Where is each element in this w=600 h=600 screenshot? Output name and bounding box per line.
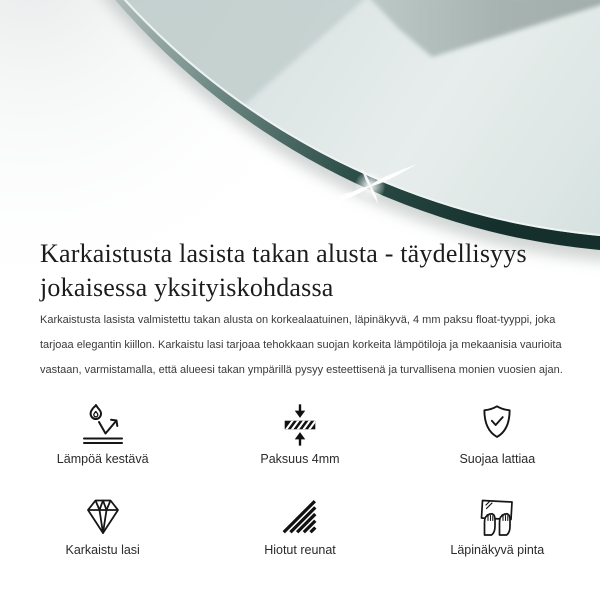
feature-item: [4, 493, 201, 558]
transparent-surface-icon: [474, 493, 520, 539]
feature-label: Hiotut reunat: [264, 543, 336, 557]
feature-label: Karkaistu lasi: [65, 543, 140, 557]
shield-check-icon: [475, 402, 519, 448]
thickness-4mm-icon: [278, 402, 322, 448]
page-title: Karkaistusta lasista takan alusta - täydellisyys jokaisessa yksityiskohdassa: [40, 239, 527, 302]
feature-item: [399, 402, 596, 467]
feature-label: Suojaa lattiaa: [459, 452, 536, 466]
feature-item: [201, 402, 398, 467]
polished-edges-icon: [278, 493, 322, 539]
features-grid: [4, 402, 596, 558]
tempered-glass-diamond-icon: [80, 493, 126, 539]
feature-label: Läpinäkyvä pinta: [450, 543, 545, 557]
feature-label: Paksuus 4mm: [260, 452, 340, 466]
feature-item: [201, 493, 398, 558]
intro-paragraph: Karkaistusta lasista valmistettu takan alusta on korkealaatuinen, läpinäkyvä, 4 mm paksu float-tyyppi, joka tarjoaa elegantin kiillon. Karkaistu lasi tarjoaa tehokkaan suojan korkeita lämpötiloja ja mekaanisia vaurioita vastaan, varmistamalla, että alueesi takan ympärillä pysyy esteettisenä ja turvallisena monien vuosien ajan.: [40, 314, 563, 376]
feature-item: [4, 402, 201, 467]
feature-label: Lämpöä kestävä: [56, 452, 149, 466]
heat-resistant-icon: [80, 402, 126, 448]
feature-item: [399, 493, 596, 558]
